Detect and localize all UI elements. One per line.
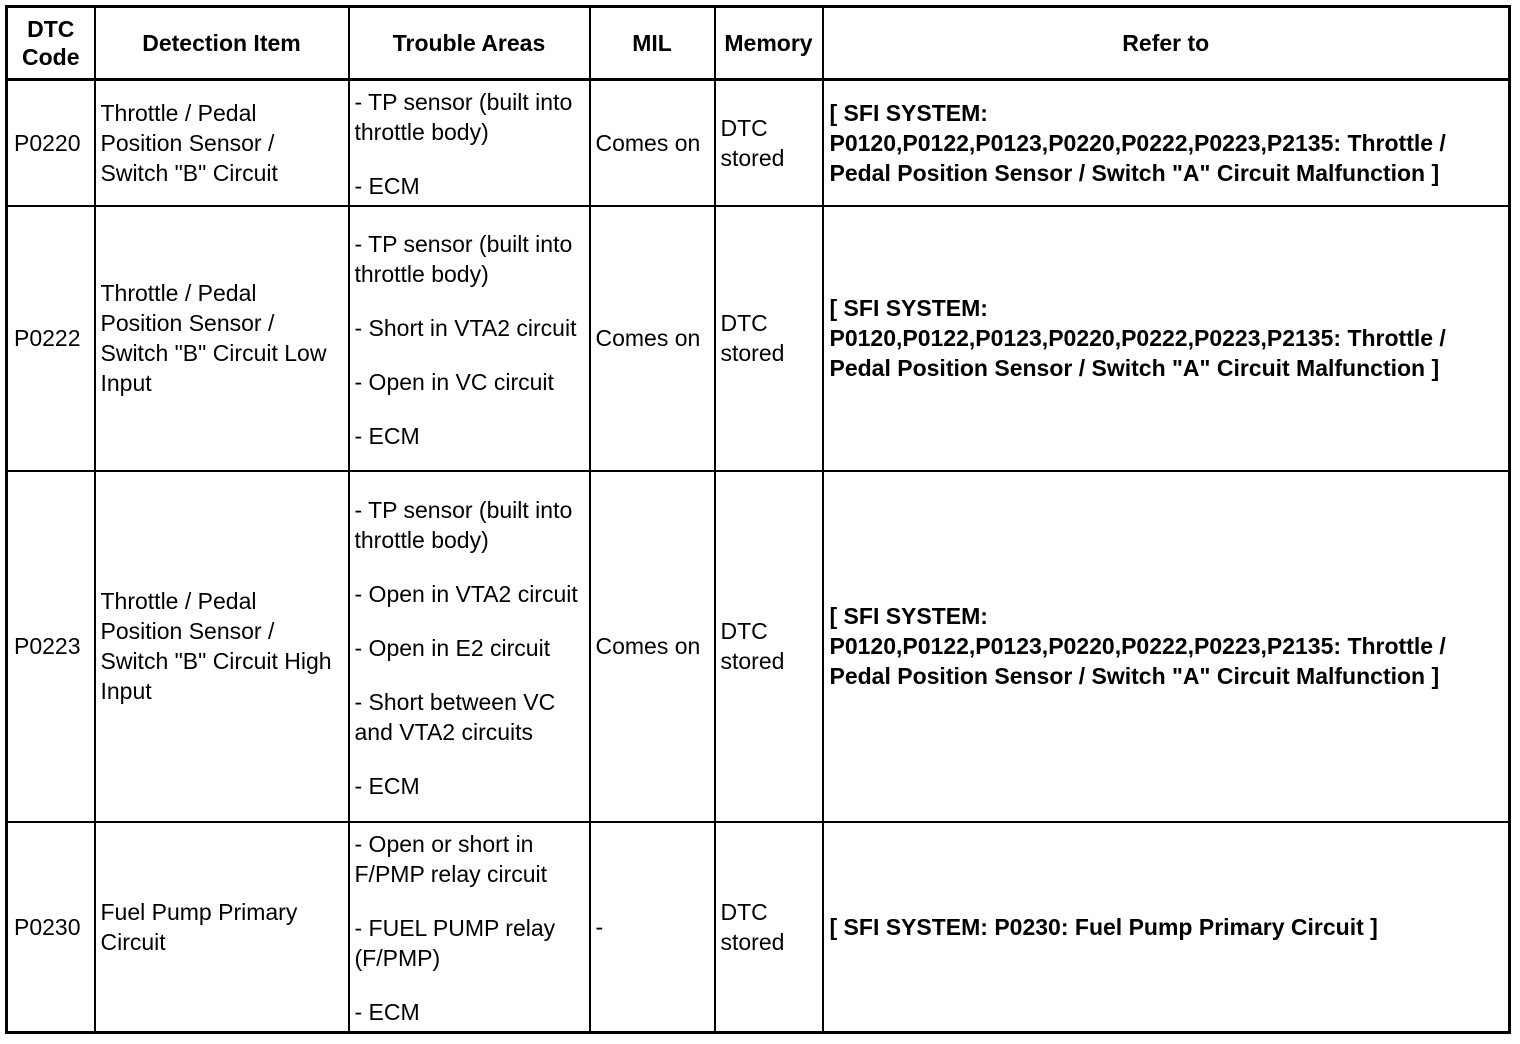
trouble-area-item: - Open in VC circuit	[354, 368, 554, 395]
trouble-areas-list	[355, 824, 584, 1029]
header-detection-item: Detection Item	[95, 7, 349, 80]
detection-item-cell: Throttle / Pedal Position Sensor / Switch "B" Circuit Low Input	[95, 206, 349, 471]
dtc-code-cell: P0223	[7, 471, 95, 822]
trouble-areas-cell	[349, 80, 590, 206]
memory-cell: DTC stored	[715, 822, 823, 1033]
dtc-code-cell: P0230	[7, 822, 95, 1033]
table-row	[7, 80, 1510, 206]
dtc-code-cell: P0222	[7, 206, 95, 471]
refer-to-cell: [ SFI SYSTEM: P0120,P0122,P0123,P0220,P0222,P0223,P2135: Throttle / Pedal Position Sensor / Switch "A" Circuit Malfunction ]	[823, 206, 1510, 471]
trouble-area-item: - ECM	[354, 772, 420, 799]
trouble-area-item: - ECM	[354, 999, 420, 1026]
memory-cell: DTC stored	[715, 471, 823, 822]
dtc-code-cell: P0220	[7, 80, 95, 206]
trouble-area-item: - TP sensor (built into throttle body)	[354, 496, 573, 553]
mil-cell: Comes on	[590, 471, 715, 822]
trouble-area-item: - Open in VTA2 circuit	[354, 580, 578, 607]
header-dtc-code: DTC Code	[7, 7, 95, 80]
trouble-areas-list	[355, 490, 584, 803]
trouble-area-item: - ECM	[354, 422, 420, 449]
refer-to-cell: [ SFI SYSTEM: P0120,P0122,P0123,P0220,P0222,P0223,P2135: Throttle / Pedal Position Sensor / Switch "A" Circuit Malfunction ]	[823, 471, 1510, 822]
refer-to-cell: [ SFI SYSTEM: P0230: Fuel Pump Primary Circuit ]	[823, 822, 1510, 1033]
table-row	[7, 822, 1510, 1033]
trouble-areas-list	[355, 224, 584, 453]
trouble-area-item: - ECM	[354, 173, 420, 200]
header-refer-to: Refer to	[823, 7, 1510, 80]
table-row	[7, 206, 1510, 471]
mil-cell: Comes on	[590, 206, 715, 471]
header-memory: Memory	[715, 7, 823, 80]
memory-cell: DTC stored	[715, 206, 823, 471]
memory-cell: DTC stored	[715, 80, 823, 206]
detection-item-cell: Throttle / Pedal Position Sensor / Switch "B" Circuit	[95, 80, 349, 206]
trouble-area-item: - TP sensor (built into throttle body)	[354, 89, 573, 146]
refer-to-cell: [ SFI SYSTEM: P0120,P0122,P0123,P0220,P0222,P0223,P2135: Throttle / Pedal Position Sensor / Switch "A" Circuit Malfunction ]	[823, 80, 1510, 206]
trouble-area-item: - Short in VTA2 circuit	[354, 314, 577, 341]
header-trouble-areas: Trouble Areas	[349, 7, 590, 80]
mil-cell: Comes on	[590, 80, 715, 206]
trouble-area-item: - Short between VC and VTA2 circuits	[354, 688, 556, 745]
trouble-area-item: - Open in E2 circuit	[354, 634, 551, 661]
dtc-table	[5, 5, 1511, 1034]
table-row	[7, 471, 1510, 822]
trouble-areas-cell	[349, 206, 590, 471]
header-row	[7, 7, 1510, 80]
trouble-area-item: - TP sensor (built into throttle body)	[354, 230, 573, 287]
detection-item-cell: Throttle / Pedal Position Sensor / Switch "B" Circuit High Input	[95, 471, 349, 822]
trouble-area-item: - Open or short in F/PMP relay circuit	[354, 831, 548, 888]
detection-item-cell: Fuel Pump Primary Circuit	[95, 822, 349, 1033]
trouble-areas-cell	[349, 471, 590, 822]
mil-cell: -	[590, 822, 715, 1033]
trouble-area-item: - FUEL PUMP relay (F/PMP)	[354, 915, 556, 972]
trouble-areas-list	[355, 82, 584, 203]
header-mil: MIL	[590, 7, 715, 80]
trouble-areas-cell	[349, 822, 590, 1033]
